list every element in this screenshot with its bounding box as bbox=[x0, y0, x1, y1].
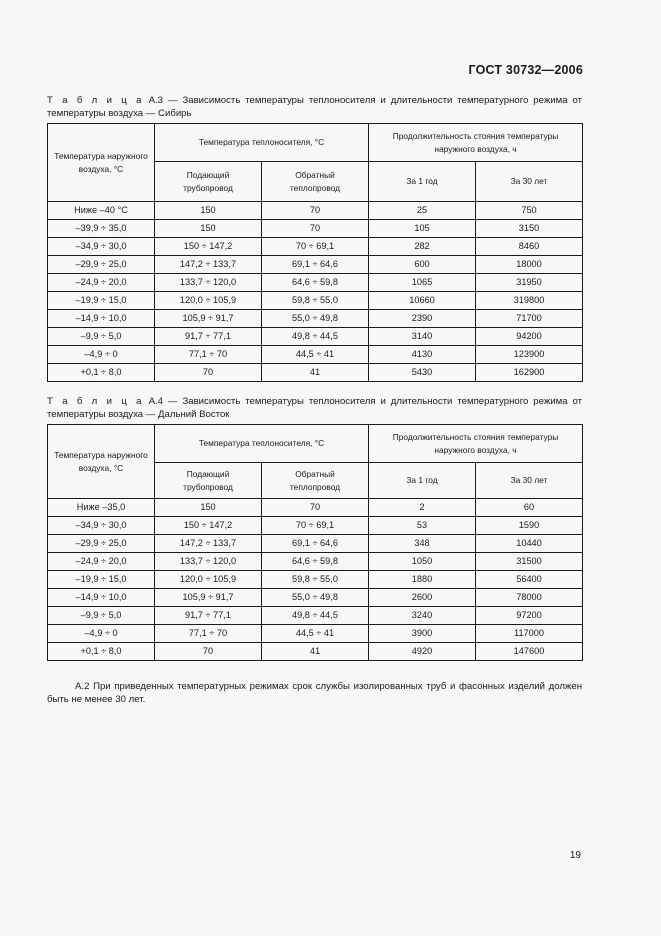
return-temp-cell: 59,8 ÷ 55,0 bbox=[262, 292, 369, 310]
hours-per-30-years-cell: 10440 bbox=[476, 535, 583, 553]
air-temp-cell: +0,1 ÷ 8,0 bbox=[48, 364, 155, 382]
hours-per-year-cell: 1050 bbox=[369, 553, 476, 571]
supply-temp-cell: 133,7 ÷ 120,0 bbox=[155, 274, 262, 292]
hours-per-year-cell: 10660 bbox=[369, 292, 476, 310]
air-temp-cell: –19,9 ÷ 15,0 bbox=[48, 571, 155, 589]
air-temp-cell: –14,9 ÷ 10,0 bbox=[48, 589, 155, 607]
supply-temp-cell: 150 bbox=[155, 220, 262, 238]
return-temp-cell: 49,8 ÷ 44,5 bbox=[262, 328, 369, 346]
header-coolant-temp: Температура теплоносителя, °С bbox=[155, 425, 369, 463]
return-temp-cell: 49,8 ÷ 44,5 bbox=[262, 607, 369, 625]
hours-per-30-years-cell: 31950 bbox=[476, 274, 583, 292]
air-temp-cell: Ниже –40 °С bbox=[48, 202, 155, 220]
table-row bbox=[48, 202, 583, 220]
supply-temp-cell: 147,2 ÷ 133,7 bbox=[155, 256, 262, 274]
table-a4 bbox=[47, 424, 583, 661]
caption-text: А.4 — Зависимость температуры теплоносителя и длительности температурного режима от температуры воздуха — Дальний Восток bbox=[47, 396, 582, 420]
hours-per-30-years-cell: 117000 bbox=[476, 625, 583, 643]
supply-temp-cell: 105,9 ÷ 91,7 bbox=[155, 310, 262, 328]
supply-temp-cell: 150 bbox=[155, 499, 262, 517]
hours-per-30-years-cell: 31500 bbox=[476, 553, 583, 571]
return-temp-cell: 70 bbox=[262, 202, 369, 220]
table-row bbox=[48, 310, 583, 328]
hours-per-30-years-cell: 1590 bbox=[476, 517, 583, 535]
table-row bbox=[48, 517, 583, 535]
caption-text: А.3 — Зависимость температуры теплоносителя и длительности температурного режима от температуры воздуха — Сибирь bbox=[47, 95, 582, 119]
air-temp-cell: +0,1 ÷ 8,0 bbox=[48, 643, 155, 661]
hours-per-year-cell: 2390 bbox=[369, 310, 476, 328]
supply-temp-cell: 77,1 ÷ 70 bbox=[155, 625, 262, 643]
header-per-year: За 1 год bbox=[369, 463, 476, 499]
table-row bbox=[48, 607, 583, 625]
return-temp-cell: 41 bbox=[262, 643, 369, 661]
header-air-temp: Температура наружного воздуха, °С bbox=[48, 124, 155, 202]
hours-per-year-cell: 3900 bbox=[369, 625, 476, 643]
hours-per-30-years-cell: 147600 bbox=[476, 643, 583, 661]
table-row bbox=[48, 220, 583, 238]
table-a3-body bbox=[48, 202, 583, 382]
supply-temp-cell: 70 bbox=[155, 364, 262, 382]
air-temp-cell: –9,9 ÷ 5,0 bbox=[48, 607, 155, 625]
table-row bbox=[48, 328, 583, 346]
hours-per-year-cell: 3140 bbox=[369, 328, 476, 346]
supply-temp-cell: 77,1 ÷ 70 bbox=[155, 346, 262, 364]
return-temp-cell: 55,0 ÷ 49,8 bbox=[262, 310, 369, 328]
return-temp-cell: 69,1 ÷ 64,6 bbox=[262, 256, 369, 274]
supply-temp-cell: 120,0 ÷ 105,9 bbox=[155, 292, 262, 310]
table-a4-caption bbox=[47, 395, 582, 421]
hours-per-30-years-cell: 3150 bbox=[476, 220, 583, 238]
note-a2: А.2 При приведенных температурных режимах срок службы изолированных труб и фасонных изделий должен быть не менее 30 лет. bbox=[47, 681, 582, 705]
hours-per-30-years-cell: 71700 bbox=[476, 310, 583, 328]
hours-per-30-years-cell: 56400 bbox=[476, 571, 583, 589]
air-temp-cell: –29,9 ÷ 25,0 bbox=[48, 256, 155, 274]
hours-per-year-cell: 600 bbox=[369, 256, 476, 274]
hours-per-year-cell: 53 bbox=[369, 517, 476, 535]
document-code: ГОСТ 30732—2006 bbox=[468, 63, 583, 77]
air-temp-cell: –24,9 ÷ 20,0 bbox=[48, 274, 155, 292]
table-row bbox=[48, 571, 583, 589]
return-temp-cell: 70 bbox=[262, 220, 369, 238]
supply-temp-cell: 150 ÷ 147,2 bbox=[155, 238, 262, 256]
table-row bbox=[48, 292, 583, 310]
header-air-temp: Температура наружного воздуха, °С bbox=[48, 425, 155, 499]
hours-per-30-years-cell: 123900 bbox=[476, 346, 583, 364]
return-temp-cell: 44,5 ÷ 41 bbox=[262, 625, 369, 643]
air-temp-cell: –14,9 ÷ 10,0 bbox=[48, 310, 155, 328]
hours-per-year-cell: 4920 bbox=[369, 643, 476, 661]
header-return-pipe: Обратный теплопровод bbox=[262, 162, 369, 202]
header-coolant-temp: Температура теплоносителя, °С bbox=[155, 124, 369, 162]
return-temp-cell: 59,8 ÷ 55,0 bbox=[262, 571, 369, 589]
table-row bbox=[48, 643, 583, 661]
table-row bbox=[48, 553, 583, 571]
hours-per-year-cell: 105 bbox=[369, 220, 476, 238]
air-temp-cell: Ниже –35,0 bbox=[48, 499, 155, 517]
air-temp-cell: –24,9 ÷ 20,0 bbox=[48, 553, 155, 571]
air-temp-cell: –34,9 ÷ 30,0 bbox=[48, 238, 155, 256]
hours-per-30-years-cell: 319800 bbox=[476, 292, 583, 310]
table-row bbox=[48, 535, 583, 553]
air-temp-cell: –19,9 ÷ 15,0 bbox=[48, 292, 155, 310]
hours-per-30-years-cell: 8460 bbox=[476, 238, 583, 256]
hours-per-year-cell: 2600 bbox=[369, 589, 476, 607]
hours-per-year-cell: 5430 bbox=[369, 364, 476, 382]
header-return-pipe: Обратный теплопровод bbox=[262, 463, 369, 499]
table-row bbox=[48, 274, 583, 292]
supply-temp-cell: 105,9 ÷ 91,7 bbox=[155, 589, 262, 607]
supply-temp-cell: 91,7 ÷ 77,1 bbox=[155, 607, 262, 625]
return-temp-cell: 70 bbox=[262, 499, 369, 517]
hours-per-30-years-cell: 162900 bbox=[476, 364, 583, 382]
table-a4-body bbox=[48, 499, 583, 661]
table-row bbox=[48, 499, 583, 517]
supply-temp-cell: 70 bbox=[155, 643, 262, 661]
header-supply-pipe: Подающий трубопровод bbox=[155, 463, 262, 499]
header-per-30-years: За 30 лет bbox=[476, 162, 583, 202]
air-temp-cell: –9,9 ÷ 5,0 bbox=[48, 328, 155, 346]
return-temp-cell: 70 ÷ 69,1 bbox=[262, 517, 369, 535]
hours-per-30-years-cell: 18000 bbox=[476, 256, 583, 274]
caption-prefix: Т а б л и ц а bbox=[47, 95, 144, 106]
hours-per-year-cell: 282 bbox=[369, 238, 476, 256]
header-duration: Продолжительность стояния температуры наружного воздуха, ч bbox=[369, 124, 583, 162]
hours-per-30-years-cell: 94200 bbox=[476, 328, 583, 346]
hours-per-30-years-cell: 78000 bbox=[476, 589, 583, 607]
table-a3-caption bbox=[47, 94, 582, 120]
hours-per-30-years-cell: 97200 bbox=[476, 607, 583, 625]
return-temp-cell: 44,5 ÷ 41 bbox=[262, 346, 369, 364]
table-row bbox=[48, 256, 583, 274]
air-temp-cell: –4,9 ÷ 0 bbox=[48, 346, 155, 364]
air-temp-cell: –29,9 ÷ 25,0 bbox=[48, 535, 155, 553]
return-temp-cell: 69,1 ÷ 64,6 bbox=[262, 535, 369, 553]
supply-temp-cell: 147,2 ÷ 133,7 bbox=[155, 535, 262, 553]
return-temp-cell: 41 bbox=[262, 364, 369, 382]
supply-temp-cell: 150 ÷ 147,2 bbox=[155, 517, 262, 535]
header-duration: Продолжительность стояния температуры наружного воздуха, ч bbox=[369, 425, 583, 463]
return-temp-cell: 55,0 ÷ 49,8 bbox=[262, 589, 369, 607]
supply-temp-cell: 91,7 ÷ 77,1 bbox=[155, 328, 262, 346]
hours-per-year-cell: 4130 bbox=[369, 346, 476, 364]
header-per-year: За 1 год bbox=[369, 162, 476, 202]
page-number: 19 bbox=[569, 850, 581, 861]
air-temp-cell: –39,9 ÷ 35,0 bbox=[48, 220, 155, 238]
hours-per-30-years-cell: 750 bbox=[476, 202, 583, 220]
hours-per-year-cell: 2 bbox=[369, 499, 476, 517]
table-row bbox=[48, 346, 583, 364]
hours-per-year-cell: 1065 bbox=[369, 274, 476, 292]
air-temp-cell: –34,9 ÷ 30,0 bbox=[48, 517, 155, 535]
table-row bbox=[48, 364, 583, 382]
hours-per-year-cell: 3240 bbox=[369, 607, 476, 625]
supply-temp-cell: 150 bbox=[155, 202, 262, 220]
hours-per-30-years-cell: 60 bbox=[476, 499, 583, 517]
supply-temp-cell: 120,0 ÷ 105,9 bbox=[155, 571, 262, 589]
hours-per-year-cell: 1880 bbox=[369, 571, 476, 589]
table-row bbox=[48, 625, 583, 643]
header-per-30-years: За 30 лет bbox=[476, 463, 583, 499]
table-row bbox=[48, 238, 583, 256]
header-supply-pipe: Подающий трубопровод bbox=[155, 162, 262, 202]
return-temp-cell: 64,6 ÷ 59,8 bbox=[262, 553, 369, 571]
hours-per-year-cell: 25 bbox=[369, 202, 476, 220]
supply-temp-cell: 133,7 ÷ 120,0 bbox=[155, 553, 262, 571]
table-row bbox=[48, 589, 583, 607]
return-temp-cell: 70 ÷ 69,1 bbox=[262, 238, 369, 256]
table-a3 bbox=[47, 123, 583, 382]
return-temp-cell: 64,6 ÷ 59,8 bbox=[262, 274, 369, 292]
hours-per-year-cell: 348 bbox=[369, 535, 476, 553]
caption-prefix: Т а б л и ц а bbox=[47, 396, 144, 407]
air-temp-cell: –4,9 ÷ 0 bbox=[48, 625, 155, 643]
